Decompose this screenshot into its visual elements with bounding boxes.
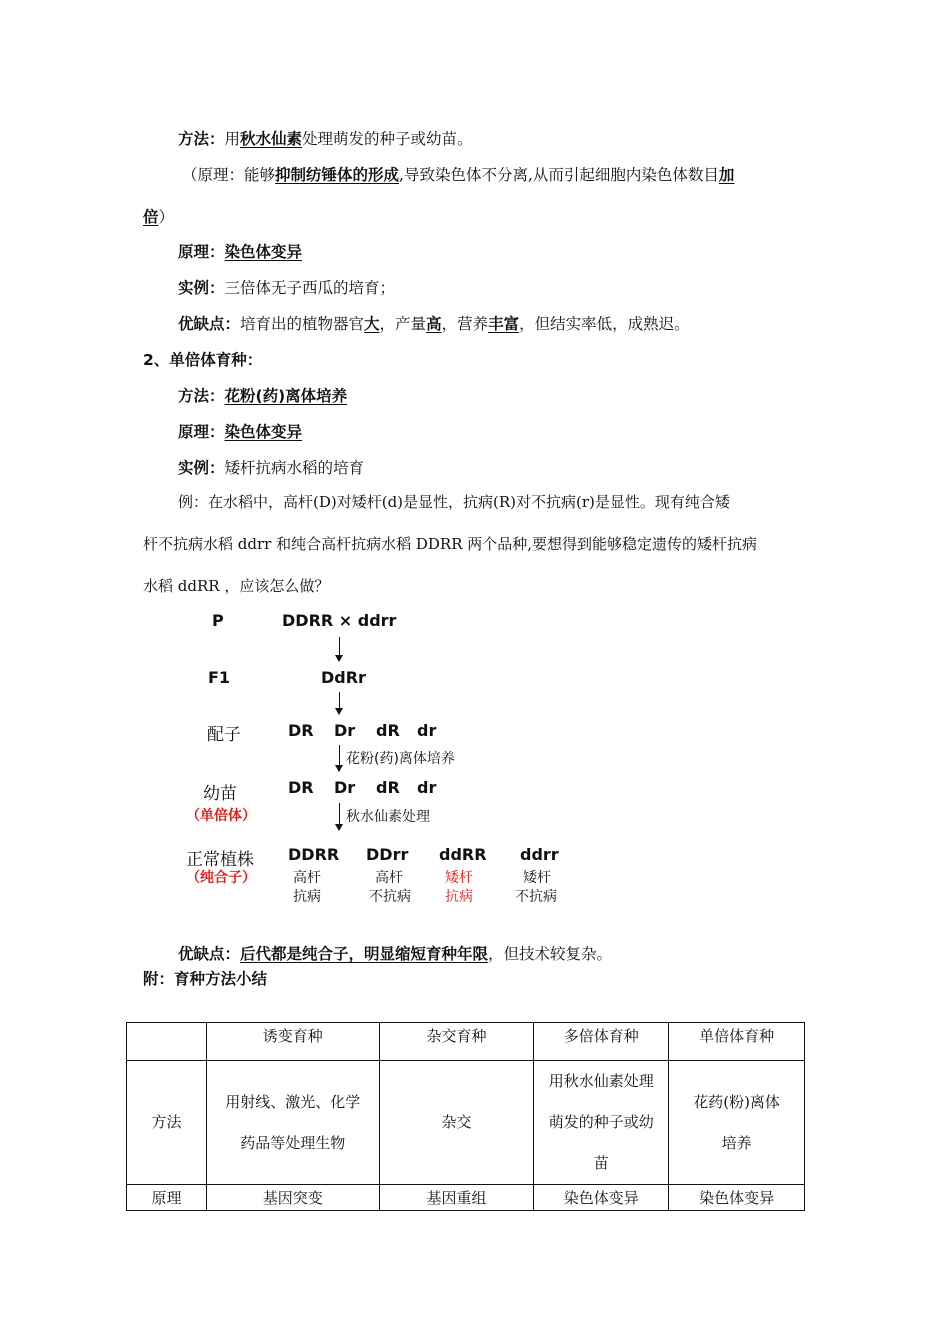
- question-line-2: 杆不抗病水稻 ddrr 和纯合高杆抗病水稻 DDRR 两个品种,要想得到能够稳定遗传的矮杆抗病: [143, 535, 758, 553]
- colchicine-keyword: 秋水仙素: [240, 130, 303, 148]
- plant-trait-4a: 矮杆: [523, 870, 551, 886]
- table-header-row: [127, 1023, 805, 1061]
- double-keyword-a: 加: [718, 166, 735, 184]
- principle-label: 原理：: [178, 423, 225, 441]
- plant-geno-3: ddRR: [439, 845, 487, 864]
- conclusion-label: 优缺点：: [178, 945, 241, 963]
- plant-trait-2b: 不抗病: [369, 889, 411, 905]
- table-cell-method-label: 方法: [127, 1061, 207, 1185]
- method-label: 方法：: [178, 130, 225, 148]
- principle-value: 染色体变异: [224, 423, 303, 441]
- table-cell-principle-label: 原理: [127, 1185, 207, 1211]
- cell-line: 用秋水仙素处理: [548, 1072, 654, 1090]
- plant-geno-2: DDrr: [366, 845, 409, 864]
- pros-label: 优缺点：: [178, 315, 241, 333]
- p-label: P: [212, 611, 224, 630]
- table-cell-polyploid-principle: 染色体变异: [534, 1185, 669, 1211]
- note-end: ）: [158, 208, 175, 226]
- table-row-principle: [127, 1185, 805, 1211]
- pros-text-2: ，产量: [379, 315, 427, 333]
- seedling-note: （单倍体）: [186, 808, 256, 824]
- cell-line: 用射线、激光、化学: [225, 1092, 361, 1111]
- table-cell-mutation-method: [206, 1061, 379, 1185]
- cell-line: 培养: [721, 1133, 752, 1152]
- table-header-polyploid: 多倍体育种: [534, 1023, 669, 1061]
- table-cell-haploid-method: [669, 1061, 805, 1185]
- spindle-keyword: 抑制纺锤体的形成: [275, 166, 400, 184]
- f1-label: F1: [208, 668, 231, 687]
- cell-line: 药品等处理生物: [240, 1133, 346, 1152]
- note-text-mid: ,导致染色体不分离,从而引起细胞内染色体数目: [399, 166, 719, 184]
- example-label: 实例：: [178, 279, 225, 297]
- plant-trait-1b: 抗病: [293, 889, 321, 905]
- plant-trait-2a: 高杆: [375, 870, 403, 886]
- question-line-1: 例：在水稻中，高杆(D)对矮杆(d)是显性，抗病(R)对不抗病(r)是显性。现有纯合矮: [178, 493, 730, 511]
- plant-trait-4b: 不抗病: [515, 889, 557, 905]
- conclusion-key: 后代都是纯合子，明显缩短育种年限: [240, 945, 489, 963]
- plant-geno-1: DDRR: [288, 845, 340, 864]
- polyploid-example-line: [178, 276, 395, 298]
- double-keyword-b: 倍: [143, 208, 159, 226]
- table-row-method: [127, 1061, 805, 1185]
- principle-label: 原理：: [178, 243, 225, 261]
- pros-text-1: 培育出的植物器官: [240, 315, 365, 333]
- gamete-2: Dr: [334, 721, 356, 740]
- conclusion-line: [178, 942, 612, 964]
- seedling-label: 幼苗: [203, 784, 237, 804]
- table-cell-polyploid-method: [534, 1061, 669, 1185]
- haploid-principle-line: [178, 420, 302, 442]
- pros-keyword-2: 高: [426, 315, 442, 333]
- step-anther-culture: 花粉(药)离体培养: [346, 751, 455, 767]
- arrow-down-icon: [339, 637, 340, 661]
- method-label: 方法：: [178, 387, 225, 405]
- table-cell-mutation-principle: 基因突变: [206, 1185, 379, 1211]
- table-cell-hybrid-method: 杂交: [379, 1061, 534, 1185]
- pros-text-4: ，但结实率低，成熟迟。: [519, 315, 690, 333]
- pros-text-3: ，营养: [441, 315, 489, 333]
- breeding-summary-table: [126, 1022, 805, 1211]
- step-colchicine: 秋水仙素处理: [346, 809, 430, 825]
- arrow-down-icon: [339, 692, 340, 714]
- polyploid-pros-line: [178, 312, 690, 334]
- gamete-1: DR: [288, 721, 314, 740]
- cell-line: 花药(粉)离体: [693, 1092, 780, 1111]
- polyploid-note-line-2: [143, 205, 174, 227]
- appendix-heading: 附：育种方法小结: [143, 970, 268, 988]
- plant-geno-4: ddrr: [520, 845, 559, 864]
- gamete-label: 配子: [207, 725, 241, 745]
- plant-note: （纯合子）: [186, 870, 256, 886]
- seedling-4: dr: [417, 778, 437, 797]
- plant-trait-1a: 高杆: [293, 870, 321, 886]
- pros-keyword-3: 丰富: [488, 315, 520, 333]
- table-cell-hybrid-principle: 基因重组: [379, 1185, 534, 1211]
- haploid-heading: 2、单倍体育种：: [143, 351, 263, 369]
- plant-trait-3a: 矮杆: [445, 870, 473, 886]
- seedling-3: dR: [376, 778, 400, 797]
- arrow-down-icon: [339, 803, 340, 830]
- p-cross: DDRR × ddrr: [282, 611, 397, 630]
- conclusion-rest: ，但技术较复杂。: [488, 945, 613, 963]
- seedling-2: Dr: [334, 778, 356, 797]
- table-header-hybrid: 杂交育种: [379, 1023, 534, 1061]
- polyploid-note-line: [182, 163, 734, 185]
- method-text-end: 处理萌发的种子或幼苗。: [302, 130, 473, 148]
- arrow-down-icon: [339, 745, 340, 771]
- polyploid-principle-line: [178, 240, 302, 262]
- note-text: （原理：能够: [182, 166, 276, 184]
- cell-line: 萌发的种子或幼: [548, 1113, 654, 1131]
- method-text: 用: [224, 130, 241, 148]
- table-header-mutation: 诱变育种: [206, 1023, 379, 1061]
- principle-value: 染色体变异: [224, 243, 303, 261]
- example-label: 实例：: [178, 459, 225, 477]
- gamete-4: dr: [417, 721, 437, 740]
- table-header-empty: [127, 1023, 207, 1061]
- pros-keyword-1: 大: [364, 315, 380, 333]
- seedling-1: DR: [288, 778, 314, 797]
- example-value: 三倍体无子西瓜的培育；: [224, 279, 396, 297]
- haploid-method-line: [178, 384, 347, 406]
- plant-trait-3b: 抗病: [445, 889, 473, 905]
- polyploid-method-line: [178, 127, 473, 149]
- f1-value: DdRr: [321, 668, 366, 687]
- question-line-3: 水稻 ddRR ，应该怎么做？: [143, 577, 330, 595]
- method-value: 花粉(药)离体培养: [224, 387, 348, 405]
- cell-line: 苗: [593, 1154, 609, 1172]
- haploid-example-line: [178, 456, 364, 478]
- plant-label: 正常植株: [186, 850, 254, 870]
- table-cell-haploid-principle: 染色体变异: [669, 1185, 805, 1211]
- table-header-haploid: 单倍体育种: [669, 1023, 805, 1061]
- gamete-3: dR: [376, 721, 400, 740]
- example-value: 矮杆抗病水稻的培育: [224, 459, 365, 477]
